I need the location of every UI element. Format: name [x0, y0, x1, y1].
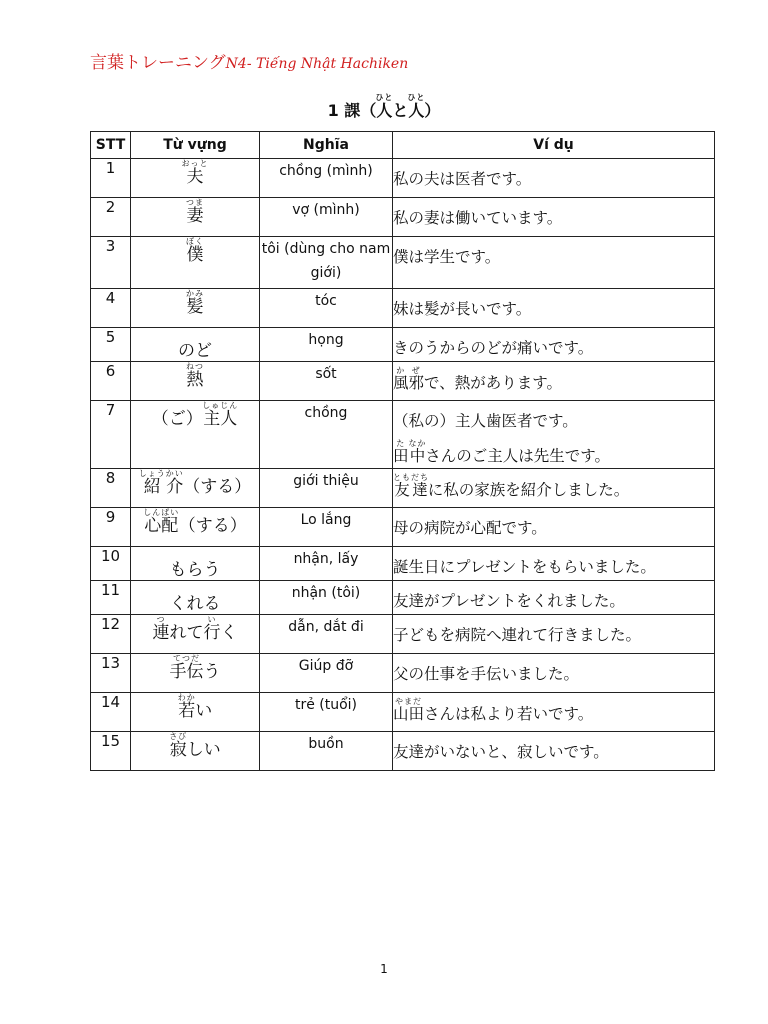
vocabulary-table-body — [91, 159, 715, 771]
cell-meaning: tôi (dùng cho nam giới) — [260, 237, 393, 289]
example-line — [393, 405, 714, 431]
cell-example — [393, 693, 715, 732]
table-row — [91, 362, 715, 401]
cell-example — [393, 362, 715, 401]
cell-word — [131, 159, 260, 198]
cell-stt: 5 — [91, 328, 131, 362]
example-line — [393, 551, 714, 577]
header-prefix: 言葉トレーニング — [90, 53, 226, 73]
cell-word — [131, 508, 260, 547]
example-line — [393, 163, 714, 189]
cell-word — [131, 362, 260, 401]
cell-example — [393, 508, 715, 547]
text-segment: 誕生日にプレゼントをもらいました。 — [393, 558, 656, 576]
text-segment: さんのご主人は先生です。 — [425, 447, 611, 465]
example-line — [393, 241, 714, 267]
cell-meaning: buồn — [260, 732, 393, 771]
ruby-segment: 熱ねつ — [186, 362, 204, 390]
cell-stt: 9 — [91, 508, 131, 547]
cell-example — [393, 328, 715, 362]
example-line — [393, 512, 714, 538]
ruby-segment: 僕ぼく — [186, 237, 204, 265]
example-line — [393, 736, 714, 762]
text-segment: （する） — [183, 477, 252, 497]
cell-meaning: nhận (tôi) — [260, 581, 393, 615]
text-segment: れて — [169, 623, 204, 643]
cell-example — [393, 401, 715, 469]
cell-example — [393, 732, 715, 771]
cell-example — [393, 581, 715, 615]
table-row — [91, 401, 715, 469]
cell-word — [131, 289, 260, 328]
cell-stt: 13 — [91, 654, 131, 693]
text-segment: しい — [186, 740, 221, 760]
cell-word — [131, 615, 260, 654]
title-hito-1: 人ひと — [375, 93, 394, 120]
ruby-segment: 邪ぜ — [408, 366, 425, 392]
example-line — [393, 332, 714, 358]
table-row — [91, 159, 715, 198]
column-header-meaning: Nghĩa — [260, 132, 393, 159]
ruby-segment: 行い — [203, 615, 221, 643]
text-segment: で、熱があります。 — [424, 374, 562, 392]
page-number: 1 — [380, 962, 388, 976]
ruby-segment: 友とも — [393, 473, 411, 499]
cell-stt: 4 — [91, 289, 131, 328]
header-suffix: N4- Tiếng Nhật Hachiken — [225, 56, 409, 72]
lesson-ka: 課 — [344, 101, 361, 120]
table-row — [91, 289, 715, 328]
cell-word — [131, 198, 260, 237]
ruby-segment: 風か — [393, 366, 409, 392]
table-header-row — [91, 132, 715, 159]
cell-stt: 12 — [91, 615, 131, 654]
cell-word — [131, 693, 260, 732]
title-hito-2: 人ひと — [407, 93, 426, 120]
cell-word — [131, 469, 260, 508]
cell-stt: 6 — [91, 362, 131, 401]
ruby-segment: 妻つま — [186, 198, 204, 226]
text-segment: 子どもを病院へ連れて行きました。 — [393, 626, 642, 644]
text-segment: もらう — [169, 560, 221, 580]
cell-word — [131, 547, 260, 581]
text-segment: 妹は髪が長いです。 — [393, 300, 532, 318]
cell-meaning: chồng (mình) — [260, 159, 393, 198]
table-row — [91, 693, 715, 732]
ruby-segment: 介かい — [165, 469, 184, 497]
cell-example — [393, 289, 715, 328]
cell-stt: 3 — [91, 237, 131, 289]
cell-meaning: trẻ (tuổi) — [260, 693, 393, 732]
title-close-paren: ） — [424, 101, 441, 120]
text-segment: う — [203, 662, 221, 682]
ruby-segment: 山田やまだ — [393, 697, 425, 723]
cell-stt: 7 — [91, 401, 131, 469]
cell-word — [131, 401, 260, 469]
cell-meaning: sốt — [260, 362, 393, 401]
lesson-title — [0, 93, 768, 121]
example-line — [393, 202, 714, 228]
ruby-segment: 手伝てつだ — [169, 654, 204, 682]
table-row — [91, 237, 715, 289]
cell-word — [131, 328, 260, 362]
cell-word — [131, 581, 260, 615]
text-segment: く — [220, 623, 238, 643]
ruby-segment: 連つ — [152, 615, 170, 643]
example-line — [393, 619, 714, 645]
table-row — [91, 198, 715, 237]
cell-stt: 11 — [91, 581, 131, 615]
ruby-segment: 紹しょう — [138, 469, 166, 497]
cell-word — [131, 237, 260, 289]
text-segment: のど — [178, 341, 212, 361]
table-row — [91, 654, 715, 693]
text-segment: に私の家族を紹介しました。 — [427, 481, 630, 499]
cell-meaning: Lo lắng — [260, 508, 393, 547]
example-line — [393, 473, 714, 500]
text-segment: 友達がいないと、寂しいです。 — [393, 743, 609, 761]
table-row — [91, 615, 715, 654]
cell-example — [393, 198, 715, 237]
vocabulary-table — [90, 131, 715, 771]
cell-example — [393, 469, 715, 508]
cell-stt: 8 — [91, 469, 131, 508]
cell-word — [131, 654, 260, 693]
cell-meaning: tóc — [260, 289, 393, 328]
cell-stt: 10 — [91, 547, 131, 581]
cell-example — [393, 615, 715, 654]
ruby-segment: 髪かみ — [186, 289, 204, 317]
example-line — [393, 658, 714, 684]
cell-example — [393, 654, 715, 693]
column-header-example: Ví dụ — [393, 132, 715, 159]
cell-example — [393, 237, 715, 289]
ruby-segment: 田た — [393, 439, 409, 465]
cell-meaning: giới thiệu — [260, 469, 393, 508]
ruby-segment: 達だち — [410, 473, 429, 499]
ruby-segment: 若わか — [177, 693, 196, 721]
column-header-stt: STT — [91, 132, 131, 159]
text-segment: くれる — [169, 594, 221, 614]
ruby-segment: 心配しんぱい — [143, 508, 180, 536]
ruby-segment: 主人しゅじん — [202, 401, 239, 429]
text-segment: 父の仕事を手伝いました。 — [393, 665, 580, 683]
text-segment: 僕は学生です。 — [393, 248, 501, 266]
cell-meaning: dẫn, dắt đi — [260, 615, 393, 654]
cell-meaning: Giúp đỡ — [260, 654, 393, 693]
cell-stt: 2 — [91, 198, 131, 237]
table-row — [91, 469, 715, 508]
text-segment: きのうからのどが痛いです。 — [393, 339, 594, 357]
document-header — [90, 48, 408, 73]
example-line — [393, 585, 714, 611]
cell-stt: 15 — [91, 732, 131, 771]
cell-meaning: họng — [260, 328, 393, 362]
text-segment: さんは私より若いです。 — [424, 705, 594, 723]
cell-example — [393, 547, 715, 581]
table-row — [91, 328, 715, 362]
example-line — [393, 697, 714, 724]
cell-stt: 1 — [91, 159, 131, 198]
text-segment: 友達がプレゼントをくれました。 — [393, 592, 625, 610]
title-to: と — [392, 101, 409, 120]
cell-example — [393, 159, 715, 198]
text-segment: 私の夫は医者です。 — [393, 170, 532, 188]
ruby-segment: 寂さび — [169, 732, 188, 760]
example-line — [393, 439, 714, 466]
text-segment: （する） — [178, 516, 247, 536]
example-line — [393, 366, 714, 393]
ruby-segment: 夫おっと — [181, 159, 209, 187]
text-segment: （ご） — [151, 409, 203, 429]
cell-word — [131, 732, 260, 771]
title-open-paren: （ — [360, 101, 377, 120]
cell-meaning: chồng — [260, 401, 393, 469]
column-header-word: Từ vựng — [131, 132, 260, 159]
cell-meaning: vợ (mình) — [260, 198, 393, 237]
text-segment: （私の）主人歯医者です。 — [393, 412, 578, 430]
example-line — [393, 293, 714, 319]
text-segment: 母の病院が心配です。 — [393, 519, 547, 537]
lesson-number: 1 — [327, 101, 339, 120]
text-segment: 私の妻は働いています。 — [393, 209, 563, 227]
ruby-segment: 中なか — [408, 439, 427, 465]
table-row — [91, 581, 715, 615]
table-row — [91, 732, 715, 771]
cell-meaning: nhận, lấy — [260, 547, 393, 581]
table-row — [91, 547, 715, 581]
text-segment: い — [195, 701, 213, 721]
cell-stt: 14 — [91, 693, 131, 732]
table-row — [91, 508, 715, 547]
